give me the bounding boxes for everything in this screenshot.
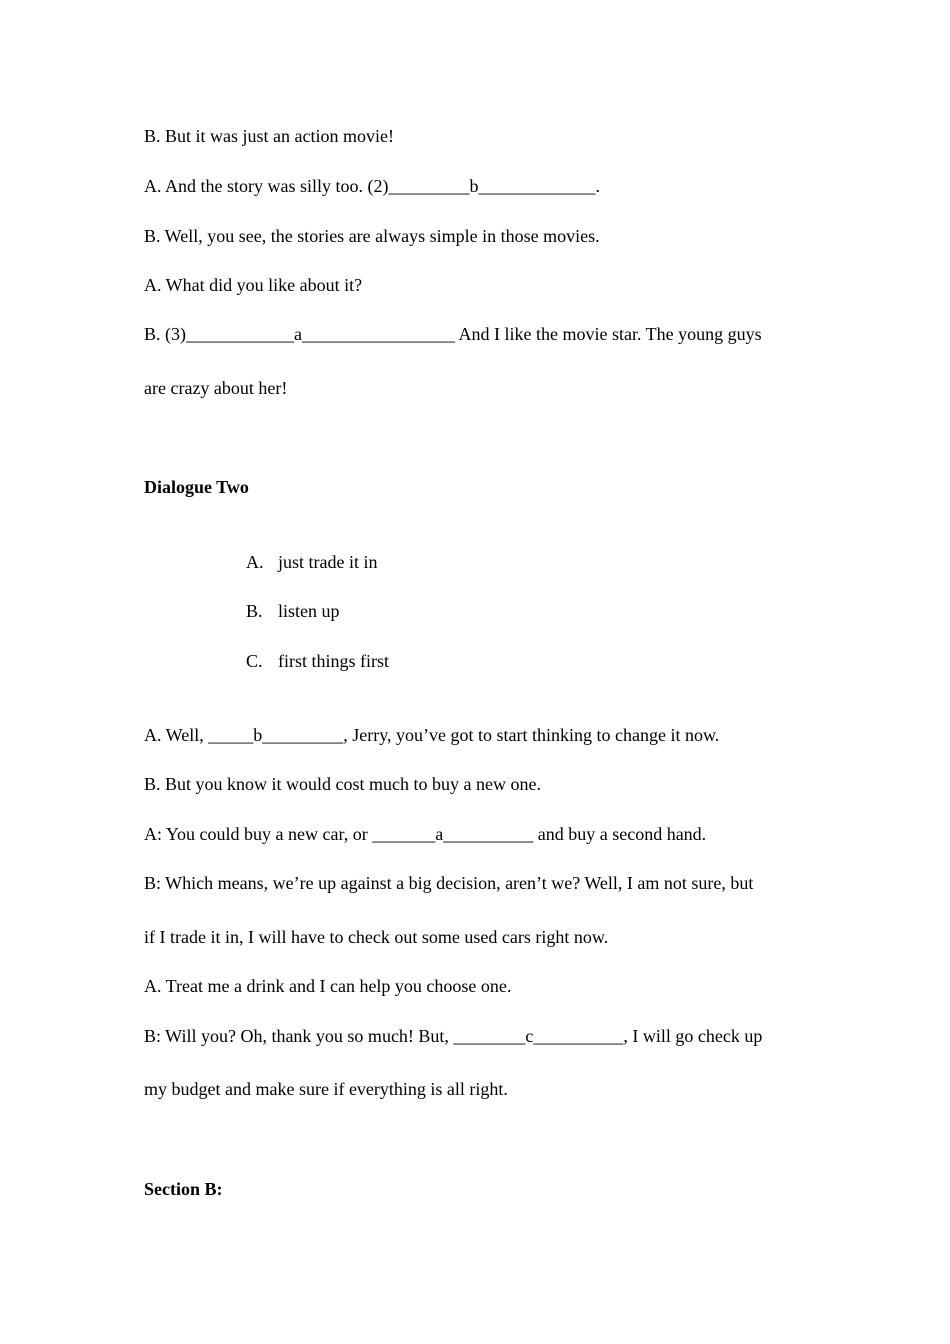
dialogue-line: B. But you know it would cost much to buy a new one. xyxy=(144,774,541,794)
option-item xyxy=(246,600,340,622)
dialogue-line: A. What did you like about it? xyxy=(144,275,363,295)
section-b-heading: Section B: xyxy=(144,1179,223,1199)
dialogue-line-continued: my budget and make sure if everything is all right. xyxy=(144,1079,508,1099)
dialogue-line: A: You could buy a new car, or _______a__________ and buy a second hand. xyxy=(144,824,707,844)
option-text: first things first xyxy=(278,651,389,671)
dialogue-line: B: Which means, we’re up against a big decision, aren’t we? Well, I am not sure, but xyxy=(144,873,754,893)
dialogue-line: B. Well, you see, the stories are always simple in those movies. xyxy=(144,226,600,246)
dialogue-line: B. (3)____________a_________________ And I like the movie star. The young guys xyxy=(144,324,762,344)
dialogue-line: A. Treat me a drink and I can help you choose one. xyxy=(144,976,512,996)
dialogue-line-continued: are crazy about her! xyxy=(144,378,288,398)
dialogue-line-continued: if I trade it in, I will have to check out some used cars right now. xyxy=(144,927,609,947)
option-letter: A. xyxy=(246,552,264,572)
option-item xyxy=(246,650,389,672)
option-text: just trade it in xyxy=(278,552,378,572)
option-letter: C. xyxy=(246,651,263,671)
dialogue-line: A. And the story was silly too. (2)_________b_____________. xyxy=(144,176,600,196)
option-item xyxy=(246,551,377,573)
dialogue-line: B. But it was just an action movie! xyxy=(144,126,394,146)
option-text: listen up xyxy=(278,601,340,621)
dialogue-line: A. Well, _____b_________, Jerry, you’ve got to start thinking to change it now. xyxy=(144,725,720,745)
dialogue-line: B: Will you? Oh, thank you so much! But, ________c__________, I will go check up xyxy=(144,1026,763,1046)
dialogue-two-heading: Dialogue Two xyxy=(144,477,249,497)
option-letter: B. xyxy=(246,601,263,621)
